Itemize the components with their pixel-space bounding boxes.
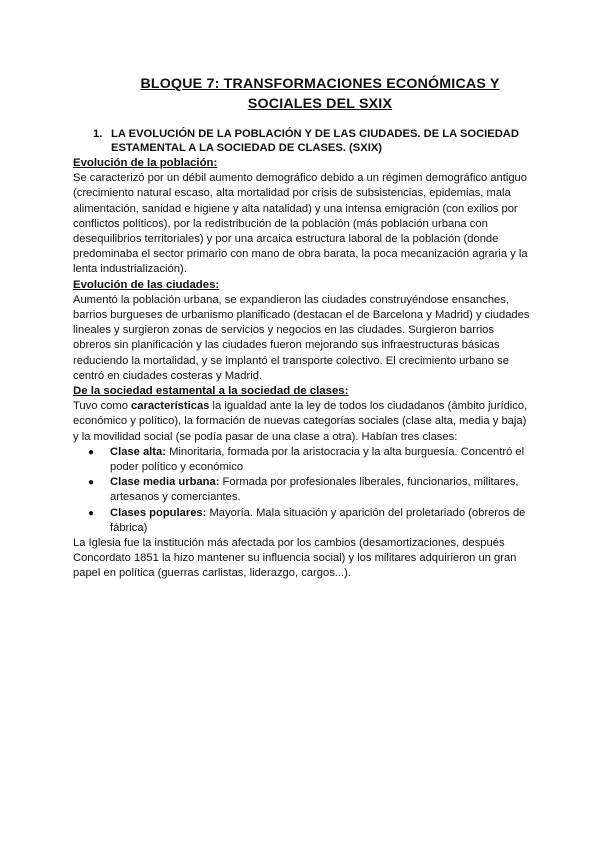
poblacion-paragraph: Se caracterizó por un débil aumento demográfico debido a un régimen demográfico antiguo (crecimiento natural escaso, alta mortalidad por crisis de subsistencias, epidemias, mala alimentación, sanidad e higiene y alta natalidad) y una intensa emigración (con exilios por conflictos políticos), por la redistribución de la población (más población urbana con desequilibrios territoriales) y por una arcaica estructura laboral de la población (donde predominaba el sector primario con mano de obra barata, la poca mecanización agraria y la lenta industrialización). [73,172,528,276]
ciudades-paragraph: Aumentó la población urbana, se expandieron las ciudades construyéndose ensanches, barrios burgueses de urbanismo planificado (destacan el de Barcelona y Madrid) y ciudades lineales y surgieron zonas de servicios y negocios en las ciudades. Surgieron barrios obreros sin planificación y las ciudades fueron mejorando sus infraestructuras básicas reduciendo la mortalidad, y se implantó el transporte colectivo. El crecimiento urbano se centró en ciudades costeras y Madrid. [73,293,530,382]
intro-after: la igualdad ante la ley de todos los ciudadanos (ámbito jurídico, económico y político), la formación de nuevas categorías sociales (clase alta, media y baja) y la movilidad social (se podía pasar de una clase a otra). Habían tres clases: [73,400,528,443]
document-title [110,74,530,114]
classes-list [73,445,535,536]
intro-before: Tuvo como [73,400,132,413]
section-heading [73,128,535,155]
list-item-clases-populares [73,506,535,536]
sociedad-intro-paragraph [73,399,535,445]
document-body [73,128,535,582]
bullet-icon: ● [88,446,95,458]
section-heading-text: LA EVOLUCIÓN DE LA POBLACIÓN Y DE LAS CIUDADES. DE LA SOCIEDAD ESTAMENTAL A LA SOCIEDAD DE CLASES. (SXIX) [111,128,519,154]
title-line-1: BLOQUE 7: TRANSFORMACIONES ECONÓMICAS Y [140,76,500,92]
class-text: Minoritaria, formada por la aristocracia y la alta burguesía. Concentró el poder político y económico [110,445,525,474]
list-item-clase-alta [73,445,535,475]
class-label: Clases populares: [110,506,207,519]
bullet-icon: ● [88,507,95,519]
list-item-clase-media [73,475,535,505]
section-number: 1. [93,128,103,140]
intro-bold: características [131,400,210,413]
class-text: Formada por profesionales liberales, funcionarios, militares, artesanos y comerciantes. [110,476,519,504]
poblacion-heading: Evolución de la población: [73,157,218,169]
closing-paragraph: La Iglesia fue la institución más afectada por los cambios (desamortizaciones, después Concordato 1851 la hizo mantener su influencia social) y los militares adquirieron un gran papel en política (guerras carlistas, liderazgo, cargos...). [73,537,517,580]
class-label: Clase media urbana: [110,476,220,489]
ciudades-heading: Evolución de las ciudades: [73,278,220,291]
class-label: Clase alta: [110,445,166,458]
class-text: Mayoría. Mala situación y aparición del proletariado (obreros de fábrica) [110,506,526,534]
title-line-2: SOCIALES DEL SXIX [247,96,393,112]
bullet-icon: ● [88,477,95,489]
sociedad-heading: De la sociedad estamental a la sociedad de clases: [73,385,349,398]
